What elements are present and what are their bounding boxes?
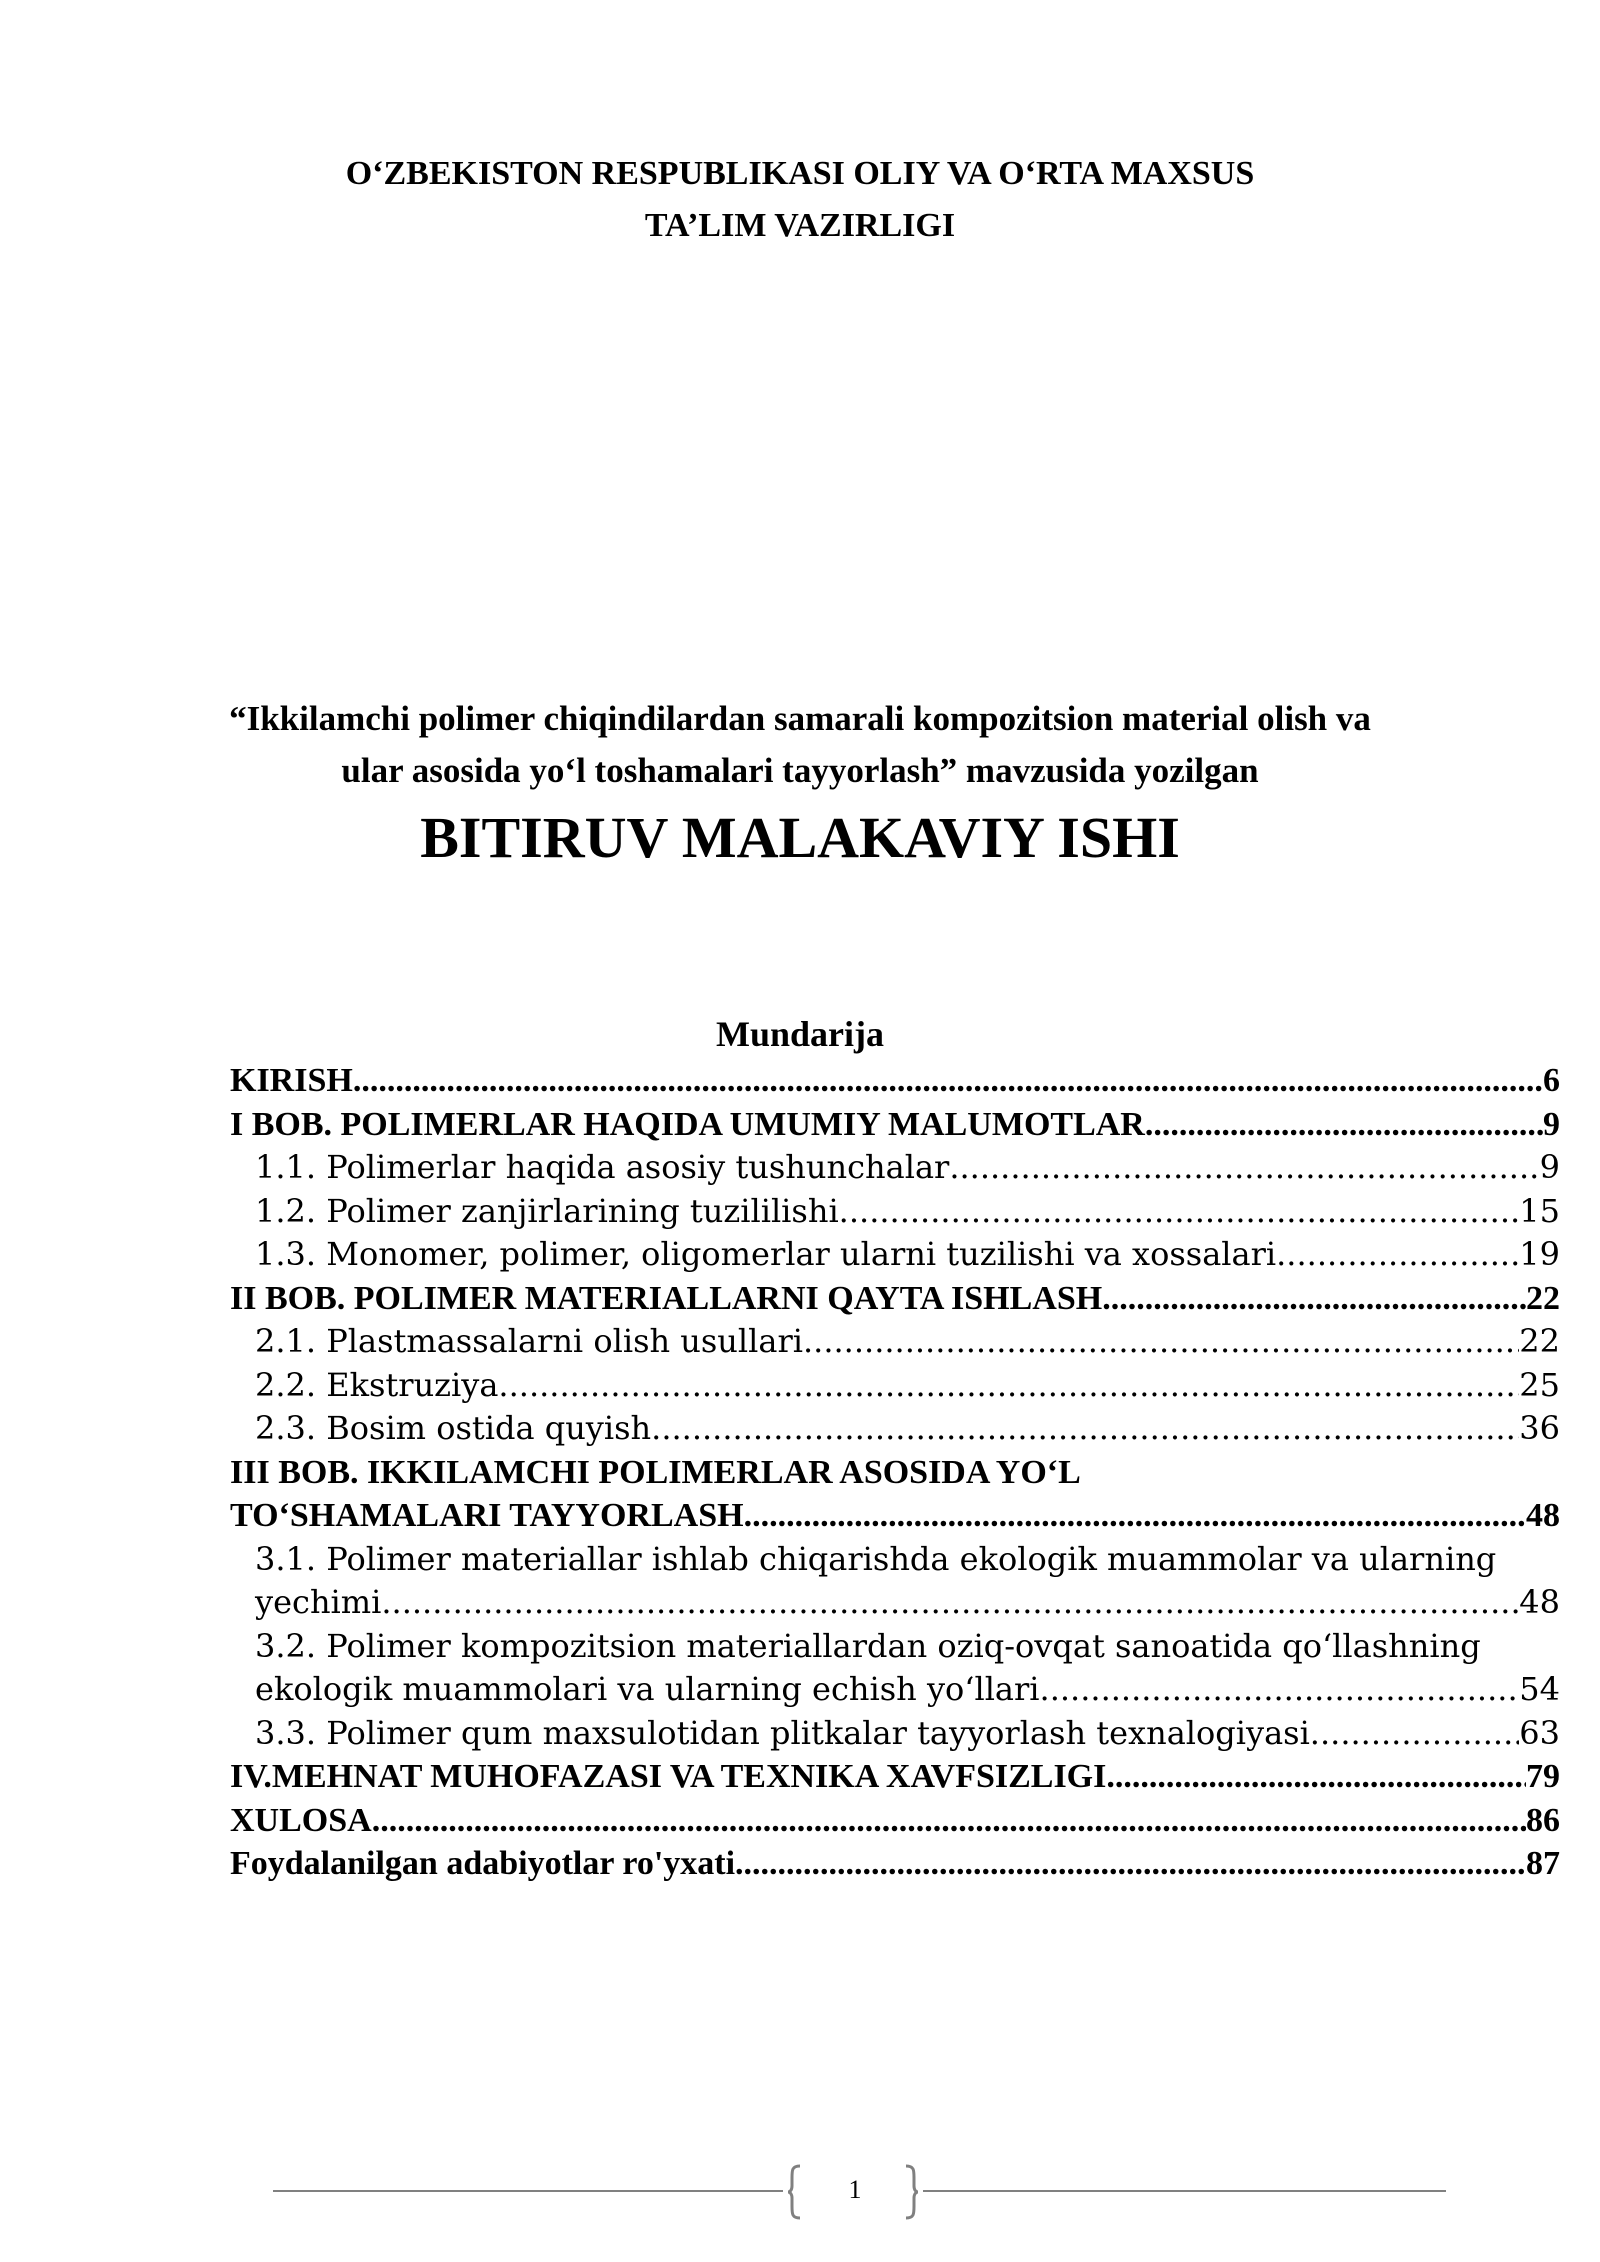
- ministry-line-2: TA’LIM VAZIRLIGI: [644, 207, 956, 244]
- toc-leader-dots: [1310, 1712, 1519, 1756]
- toc-entry-text: III BOB. IKKILAMCHI POLIMERLAR ASOSIDA YO‘L: [230, 1453, 1081, 1491]
- toc-entry-chapter-3-line-1: [230, 1451, 1560, 1495]
- toc-entry-text: 3.3. Polimer qum maxsulotidan plitkalar tayyorlash texnalogiyasi: [255, 1713, 1310, 1752]
- toc-entry-page: 22: [1526, 1279, 1560, 1317]
- toc-entry-page: 36: [1519, 1409, 1560, 1447]
- toc-entry-1-1: [230, 1146, 1560, 1190]
- toc-entry-text: TO‘SHAMALARI TAYYORLASH: [230, 1497, 744, 1534]
- toc-entry-page: 15: [1519, 1191, 1560, 1230]
- toc-entry-text: XULOSA: [230, 1801, 372, 1839]
- toc-heading: Mundarija: [715, 1014, 884, 1054]
- toc-entry-text: 2.3. Bosim ostida quyish: [255, 1409, 652, 1447]
- toc-entry-text: ekologik muammolari va ularning echish yo‘llari: [255, 1670, 1040, 1708]
- toc-leader-dots: [1106, 1755, 1526, 1799]
- toc-entry-text: yechimi: [255, 1583, 382, 1621]
- toc-entry-1-3: [230, 1233, 1560, 1277]
- toc-entry-page: 19: [1519, 1235, 1560, 1273]
- toc-entry-text: 2.1. Plastmassalarni olish usullari: [255, 1322, 803, 1360]
- toc-entry-kirish: [230, 1059, 1560, 1103]
- toc-leader-dots: [1040, 1668, 1520, 1712]
- toc-entry-text: I BOB. POLIMERLAR HAQIDA UMUMIY MALUMOTLAR: [230, 1105, 1145, 1143]
- table-of-contents: [230, 1059, 1560, 1886]
- ministry-header: [0, 148, 1600, 252]
- toc-entry-text: 3.2. Polimer kompozitsion materiallardan oziq-ovqat sanoatida qo‘llashning: [255, 1626, 1481, 1665]
- toc-leader-dots: [839, 1190, 1520, 1234]
- thesis-topic: [0, 693, 1600, 797]
- toc-leader-dots: [353, 1059, 1543, 1103]
- toc-entry-page: 54: [1519, 1670, 1560, 1708]
- toc-entry-3-3: [230, 1712, 1560, 1756]
- ministry-line-1: O‘ZBEKISTON RESPUBLIKASI OLIY VA O‘RTA MAXSUS: [345, 155, 1255, 192]
- toc-leader-dots: [381, 1581, 1519, 1625]
- toc-entry-text: 1.2. Polimer zanjirlarining tuzililishi: [255, 1191, 839, 1230]
- toc-entry-page: 9: [1543, 1105, 1560, 1143]
- toc-entry-text: 1.1. Polimerlar haqida asosiy tushunchalar: [255, 1148, 950, 1186]
- toc-entry-text: Foydalanilgan adabiyotlar ro'yxati: [230, 1845, 736, 1882]
- toc-entry-chapter-4: [230, 1755, 1560, 1799]
- toc-leader-dots: [803, 1320, 1519, 1364]
- toc-leader-dots: [372, 1799, 1526, 1843]
- toc-entry-2-3: [230, 1407, 1560, 1451]
- work-title: BITIRUV MALAKAVIY ISHI: [420, 805, 1180, 870]
- topic-line-1: “Ikkilamchi polimer chiqindilardan samarali kompozitsion material olish va: [229, 699, 1371, 738]
- toc-entry-page: 9: [1539, 1148, 1560, 1186]
- toc-leader-dots: [1276, 1233, 1519, 1277]
- toc-leader-dots: [744, 1494, 1526, 1538]
- footer-brace-right: [902, 2164, 920, 2220]
- toc-entry-3-2-line-1: [230, 1625, 1560, 1669]
- toc-entry-chapter-1: [230, 1103, 1560, 1147]
- toc-entry-page: 63: [1519, 1713, 1560, 1752]
- toc-entry-references: [230, 1842, 1560, 1886]
- page-number: 1: [848, 2175, 862, 2204]
- toc-entry-page: 48: [1526, 1497, 1560, 1534]
- toc-entry-text: 3.1. Polimer materiallar ishlab chiqarishda ekologik muammolar va ularning: [255, 1539, 1497, 1578]
- toc-entry-page: 48: [1519, 1583, 1560, 1621]
- toc-entry-page: 6: [1543, 1062, 1560, 1099]
- topic-line-2: ular asosida yo‘l toshamalari tayyorlash” mavzusida yozilgan: [341, 751, 1259, 790]
- toc-entry-3-1-line-1: [230, 1538, 1560, 1582]
- toc-entry-page: 22: [1519, 1322, 1560, 1360]
- toc-entry-3-1-line-2: [230, 1581, 1560, 1625]
- footer-rule-right: [923, 2190, 1446, 2192]
- footer-rule-left: [273, 2190, 783, 2192]
- toc-leader-dots: [735, 1842, 1526, 1886]
- toc-entry-text: KIRISH: [230, 1062, 353, 1099]
- footer-brace-left: [786, 2164, 804, 2220]
- toc-entry-text: IV.MEHNAT MUHOFAZASI VA TEXNIKA XAVFSIZLIGI: [230, 1758, 1107, 1795]
- toc-entry-text: 1.3. Monomer, polimer, oligomerlar ularni tuzilishi va xossalari: [255, 1235, 1277, 1273]
- toc-leader-dots: [651, 1407, 1519, 1451]
- toc-leader-dots: [1102, 1277, 1526, 1321]
- toc-entry-2-1: [230, 1320, 1560, 1364]
- toc-entry-text: 2.2. Ekstruziya: [255, 1365, 499, 1404]
- toc-entry-page: 25: [1519, 1365, 1560, 1404]
- toc-leader-dots: [498, 1364, 1519, 1408]
- toc-entry-chapter-2: [230, 1277, 1560, 1321]
- toc-entry-page: 79: [1526, 1758, 1560, 1795]
- toc-leader-dots: [1145, 1103, 1543, 1147]
- toc-entry-1-2: [230, 1190, 1560, 1234]
- toc-entry-page: 87: [1526, 1845, 1560, 1882]
- toc-entry-page: 86: [1526, 1801, 1560, 1839]
- toc-entry-chapter-3-line-2: [230, 1494, 1560, 1538]
- toc-entry-3-2-line-2: [230, 1668, 1560, 1712]
- toc-entry-2-2: [230, 1364, 1560, 1408]
- toc-entry-xulosa: [230, 1799, 1560, 1843]
- toc-leader-dots: [949, 1146, 1539, 1190]
- toc-entry-text: II BOB. POLIMER MATERIALLARNI QAYTA ISHLASH: [230, 1279, 1103, 1317]
